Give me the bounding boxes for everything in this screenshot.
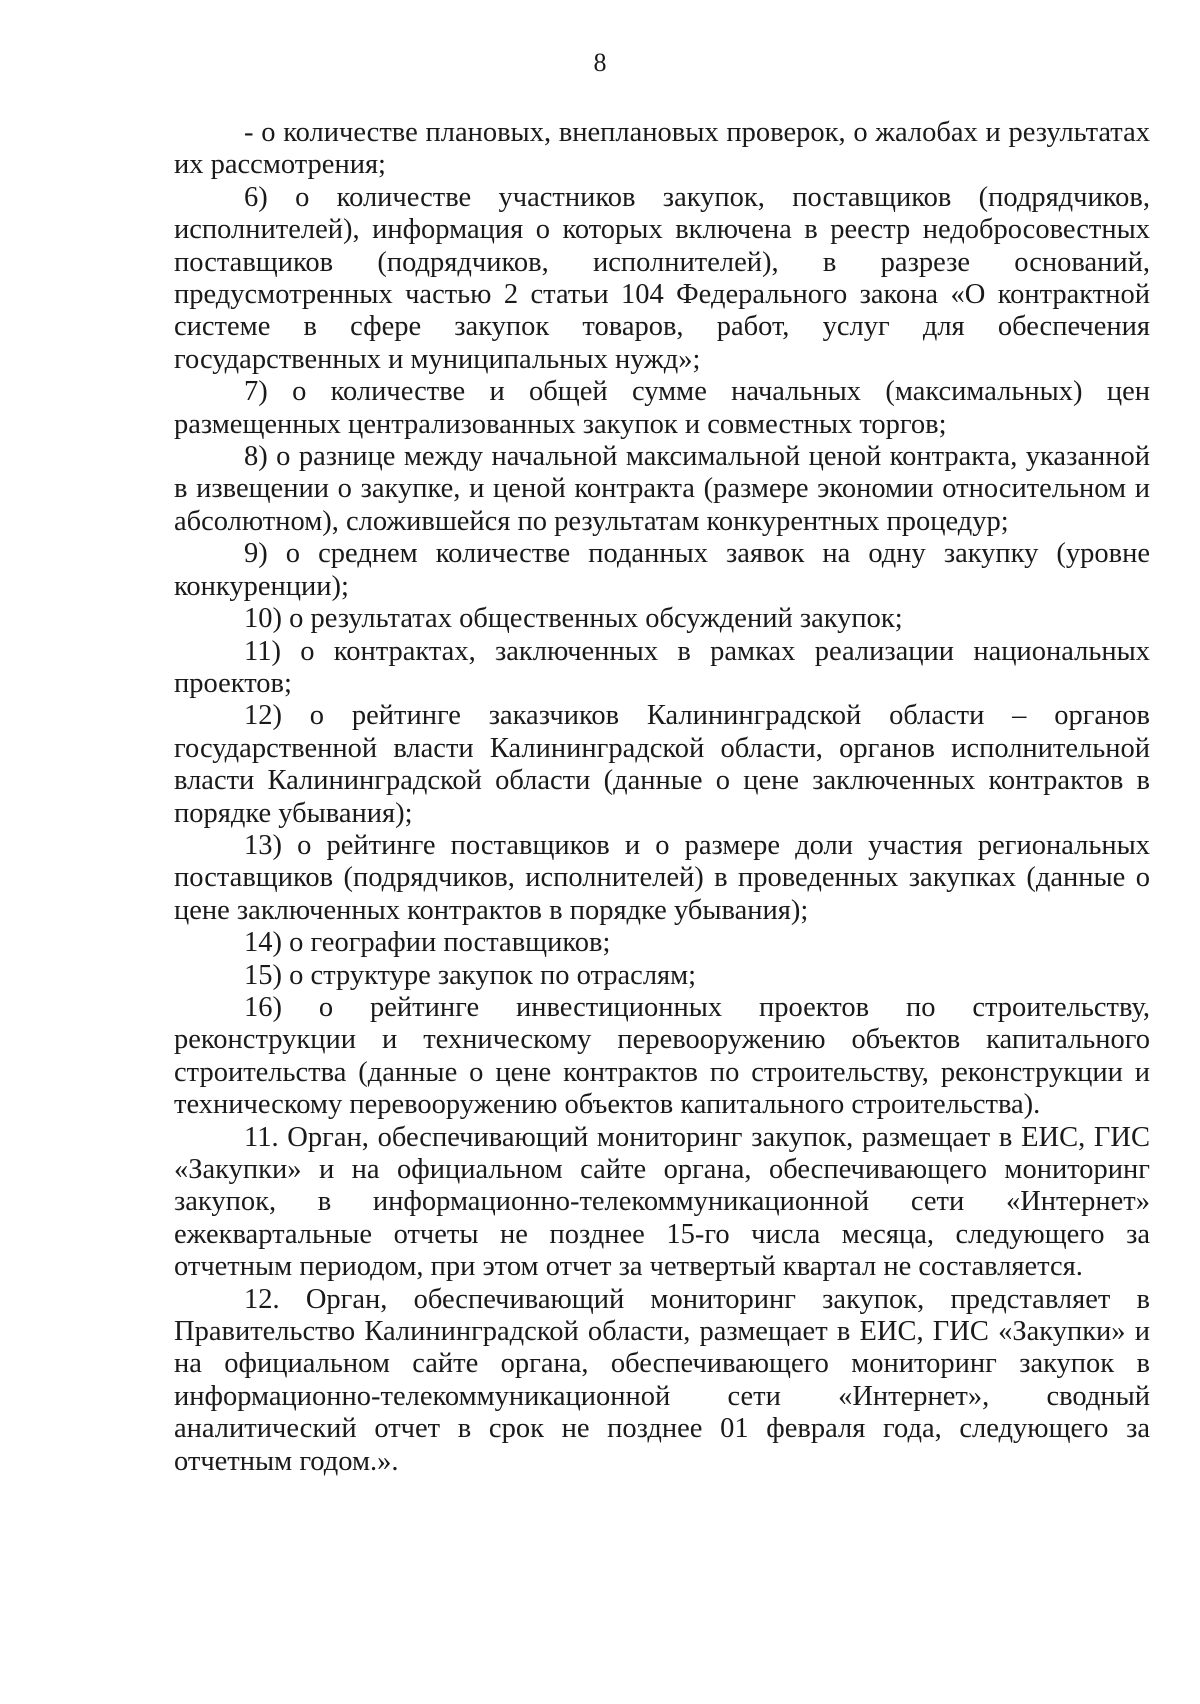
paragraph-clause-11: 11. Орган, обеспечивающий мониторинг закупок, размещает в ЕИС, ГИС «Закупки» и на официальном сайте органа, обеспечивающего мониторинг закупок, в информационно-телекоммуникационной сети «Интернет» ежеквартальные отчеты не позднее 15-го числа месяца, следующего за отчетным периодом, при этом отчет за четвертый квартал не составляется. [174,1121,1150,1283]
document-body [174,117,1150,1478]
paragraph-item-14: 14) о географии поставщиков; [244,927,611,959]
paragraph-inspections: - о количестве плановых, внеплановых проверок, о жалобах и результатах их рассмотрения; [174,117,1150,181]
page-number: 8 [593,48,607,77]
paragraph-item-8: 8) о разнице между начальной максимальной ценой контракта, указанной в извещении о закупке, и ценой контракта (размере экономии относительном и абсолютном), сложившейся по результатам конкурентных процедур; [174,441,1150,537]
paragraph-item-12: 12) о рейтинге заказчиков Калининградской области – органов государственной власти Калининградской области, органов исполнительной власти Калининградской области (данные о цене заключенных контрактов в порядке убывания); [174,700,1150,829]
paragraph-item-13: 13) о рейтинге поставщиков и о размере доли участия региональных поставщиков (подрядчиков, исполнителей) в проведенных закупках (данные о цене заключенных контрактов в порядке убывания); [174,829,1150,926]
paragraph-item-11: 11) о контрактах, заключенных в рамках реализации национальных проектов; [174,635,1150,699]
paragraph-item-7: 7) о количестве и общей сумме начальных (максимальных) цен размещенных централизованных закупок и совместных торгов; [174,376,1150,440]
paragraph-item-15: 15) о структуре закупок по отраслям; [244,959,697,991]
paragraph-item-10: 10) о результатах общественных обсуждений закупок; [244,603,903,635]
paragraph-item-6: 6) о количестве участников закупок, поставщиков (подрядчиков, исполнителей), информация о которых включена в реестр недобросовестных поставщиков (подрядчиков, исполнителей), в разрезе оснований, предусмотренных частью 2 статьи 104 Федерального закона «О контрактной системе в сфере закупок товаров, работ, услуг для обеспечения государственных и муниципальных нужд»; [174,181,1150,375]
paragraph-item-16: 16) о рейтинге инвестиционных проектов по строительству, реконструкции и техническому перевооружению объектов капитального строительства (данные о цене контрактов по строительству, реконструкции и техническому перевооружению объектов капитального строительства). [174,991,1150,1121]
paragraph-item-9: 9) о среднем количестве поданных заявок на одну закупку (уровне конкуренции); [174,538,1150,602]
paragraph-clause-12: 12. Орган, обеспечивающий мониторинг закупок, представляет в Правительство Калининградской области, размещает в ЕИС, ГИС «Закупки» и на официальном сайте органа, обеспечивающего мониторинг закупок в информационно-телекоммуникационной сети «Интернет», сводный аналитический отчет в срок не позднее 01 февраля года, следующего за отчетным годом.». [174,1283,1150,1477]
